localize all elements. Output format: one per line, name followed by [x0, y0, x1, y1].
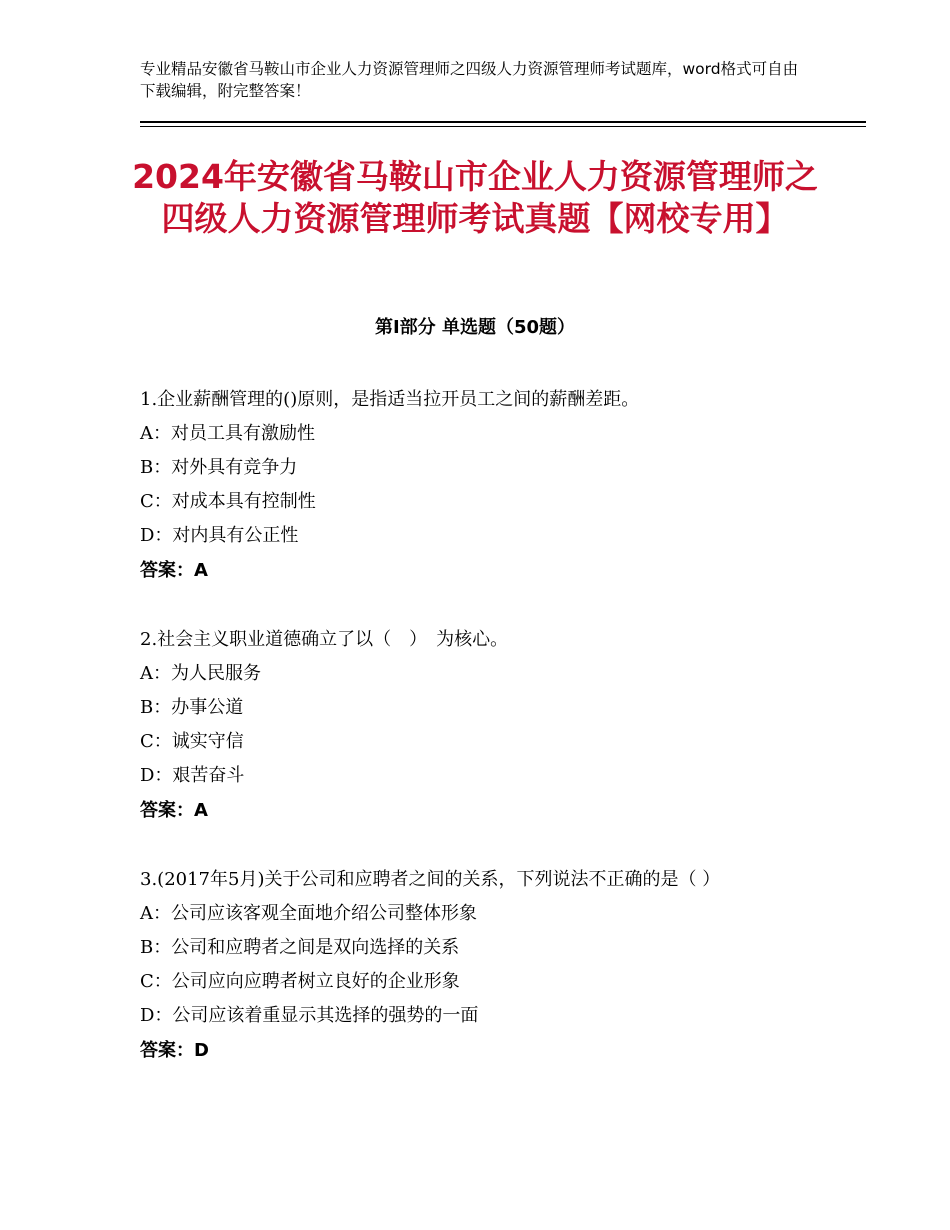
option-a: A：公司应该客观全面地介绍公司整体形象 — [140, 903, 477, 924]
question-stem: 1.企业薪酬管理的()原则，是指适当拉开员工之间的薪酬差距。 — [140, 389, 640, 410]
question-stem: 3.(2017年5月)关于公司和应聘者之间的关系，下列说法不正确的是（ ） — [140, 869, 721, 890]
option-c: C：对成本具有控制性 — [140, 491, 316, 512]
section-heading: 第Ⅰ部分 单选题（50题） — [374, 317, 575, 338]
option-b: B：对外具有竞争力 — [140, 457, 298, 478]
answer: 答案：D — [140, 1040, 209, 1061]
option-b: B：公司和应聘者之间是双向选择的关系 — [140, 937, 460, 958]
question-1 — [140, 383, 820, 589]
option-a: A：为人民服务 — [140, 663, 261, 684]
header-rule-thin — [140, 126, 866, 127]
option-d: D：对内具有公正性 — [140, 525, 299, 546]
question-3 — [140, 863, 820, 1069]
header-note: 专业精品安徽省马鞍山市企业人力资源管理师之四级人力资源管理师考试题库，word格式可自由下载编辑，附完整答案！ — [140, 60, 799, 100]
question-2 — [140, 623, 820, 829]
option-a: A：对员工具有激励性 — [140, 423, 315, 444]
question-spacer — [140, 589, 820, 623]
answer: 答案：A — [140, 560, 208, 581]
option-d: D：公司应该着重显示其选择的强势的一面 — [140, 1005, 479, 1026]
answer: 答案：A — [140, 800, 208, 821]
header-rule-thick — [140, 121, 866, 123]
document-title: 2024年安徽省马鞍山市企业人力资源管理师之四级人力资源管理师考试真题【网校专用】 — [132, 157, 818, 238]
option-c: C：诚实守信 — [140, 731, 244, 752]
option-d: D：艰苦奋斗 — [140, 765, 245, 786]
question-spacer — [140, 829, 820, 863]
question-stem: 2.社会主义职业道德确立了以（ ） 为核心。 — [140, 629, 509, 650]
option-c: C：公司应向应聘者树立良好的企业形象 — [140, 971, 460, 992]
option-b: B：办事公道 — [140, 697, 244, 718]
question-list — [140, 383, 820, 1069]
